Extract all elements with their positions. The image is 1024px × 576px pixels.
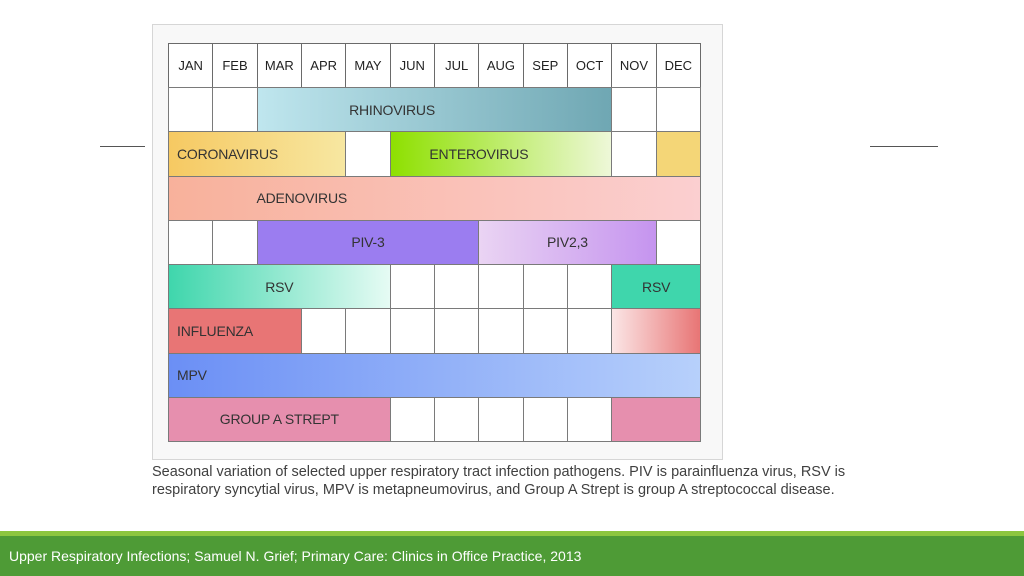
grid-cell xyxy=(434,397,479,442)
mpv-bar-mpv xyxy=(168,353,701,398)
grid-cell xyxy=(434,264,479,309)
grid-cell xyxy=(390,397,435,442)
grid-cell xyxy=(168,220,213,265)
grid-cell xyxy=(345,308,390,353)
grid-cell xyxy=(567,264,612,309)
rsv-bar-rsv xyxy=(611,264,701,309)
grid-cell xyxy=(390,264,435,309)
grid-cell xyxy=(523,264,568,309)
pathogen-label: MPV xyxy=(177,367,207,384)
month-header-feb: FEB xyxy=(212,43,257,88)
piv-bar-piv-3 xyxy=(257,220,480,265)
grid-cell xyxy=(212,87,257,132)
decorative-line-right xyxy=(870,146,938,147)
footer-bar xyxy=(0,531,1024,576)
month-header-dec: DEC xyxy=(656,43,701,88)
decorative-line-left xyxy=(100,146,145,147)
pathogen-label: RHINOVIRUS xyxy=(349,101,435,118)
month-header-jan: JAN xyxy=(168,43,213,88)
grid-cell xyxy=(523,397,568,442)
grid-cell xyxy=(168,87,213,132)
grid-cell xyxy=(611,87,656,132)
month-header-aug: AUG xyxy=(478,43,523,88)
grid-cell xyxy=(390,308,435,353)
month-header-sep: SEP xyxy=(523,43,568,88)
grid-cell xyxy=(567,308,612,353)
figure-caption: Seasonal variation of selected upper respiratory tract infection pathogens. PIV is parainfluenza virus, RSV is respiratory syncytial virus, MPV is metapneumovirus, and Group A Strept is group A streptococcal disease. xyxy=(152,464,846,498)
pathogen-label: PIV-3 xyxy=(351,234,385,251)
grid-cell xyxy=(478,308,523,353)
coronavirus-enterovirus-bar-enterovirus xyxy=(390,131,613,176)
pathogen-label: ENTEROVIRUS xyxy=(429,145,529,162)
coronavirus-enterovirus-bar-season xyxy=(656,131,701,176)
grid-cell xyxy=(611,131,656,176)
month-header-nov: NOV xyxy=(611,43,656,88)
seasonal-grid xyxy=(168,43,700,441)
piv-bar-piv2-3 xyxy=(478,220,656,265)
coronavirus-enterovirus-bar-coronavirus xyxy=(168,131,346,176)
pathogen-label: CORONAVIRUS xyxy=(177,145,278,162)
grid-cell xyxy=(523,308,568,353)
pathogen-label: ADENOVIRUS xyxy=(256,190,348,207)
pathogen-label: RSV xyxy=(265,278,294,295)
month-header-mar: MAR xyxy=(257,43,302,88)
footer-citation: Upper Respiratory Infections; Samuel N. Grief; Primary Care: Clinics in Office Practice, 2013 xyxy=(9,548,582,564)
grid-cell xyxy=(212,220,257,265)
month-header-jun: JUN xyxy=(390,43,435,88)
group-a-strept-bar-season xyxy=(611,397,701,442)
month-header-jul: JUL xyxy=(434,43,479,88)
influenza-bar-influenza xyxy=(168,308,302,353)
pathogen-label: PIV2,3 xyxy=(547,234,588,251)
month-header-oct: OCT xyxy=(567,43,612,88)
grid-cell xyxy=(567,397,612,442)
grid-cell xyxy=(478,264,523,309)
month-header-apr: APR xyxy=(301,43,346,88)
rsv-bar-rsv xyxy=(168,264,391,309)
month-header-may: MAY xyxy=(345,43,390,88)
influenza-bar-season xyxy=(611,308,701,353)
rhinovirus-bar-rhinovirus xyxy=(257,87,613,132)
grid-cell xyxy=(656,87,701,132)
pathogen-label: INFLUENZA xyxy=(177,322,253,339)
pathogen-label: RSV xyxy=(642,278,671,295)
grid-cell xyxy=(301,308,346,353)
pathogen-label: GROUP A STREPT xyxy=(219,411,339,428)
grid-cell xyxy=(434,308,479,353)
adenovirus-bar-adenovirus xyxy=(168,176,701,221)
grid-cell xyxy=(656,220,701,265)
group-a-strept-bar-group-a-strept xyxy=(168,397,391,442)
grid-cell xyxy=(478,397,523,442)
grid-cell xyxy=(345,131,390,176)
